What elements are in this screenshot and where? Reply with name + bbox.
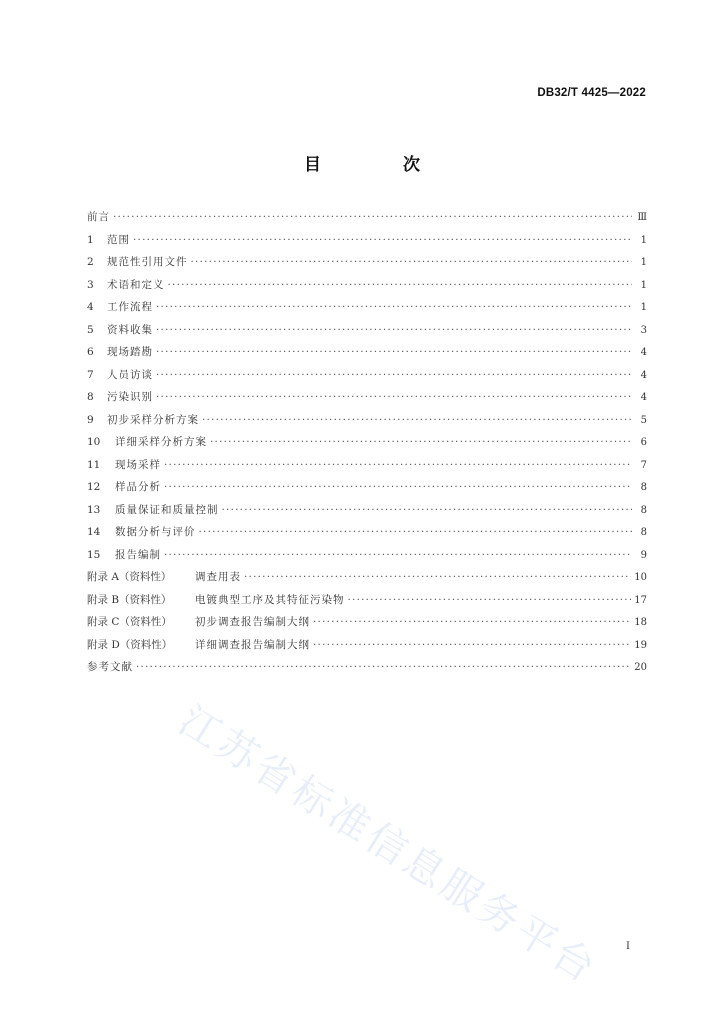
toc-entry[interactable] bbox=[87, 251, 647, 274]
toc-entry-label: 初步调查报告编制大纲 bbox=[195, 616, 310, 628]
toc-entry-number: 附录 C（资料性） bbox=[87, 616, 172, 628]
toc-dot-leader bbox=[156, 386, 632, 409]
toc-entry-label: 参考文献 bbox=[87, 661, 133, 673]
toc-entry-label: 详细调查报告编制大纲 bbox=[195, 638, 310, 651]
toc-dot-leader bbox=[210, 431, 632, 454]
toc-entry[interactable] bbox=[87, 521, 647, 544]
toc-entry[interactable] bbox=[87, 364, 647, 387]
toc-entry-label: 资料收集 bbox=[107, 323, 153, 336]
toc-entry-number: 7 bbox=[87, 368, 94, 381]
toc-entry-page: 5 bbox=[640, 414, 647, 426]
toc-entry-label: 现场采样 bbox=[115, 458, 161, 471]
watermark-text: 江苏省标准信息服务平台 bbox=[170, 697, 606, 994]
toc-entry-number: 6 bbox=[87, 346, 94, 358]
toc-entry[interactable] bbox=[87, 386, 647, 409]
toc-entry-number: 2 bbox=[87, 256, 94, 268]
toc-entry-number: 13 bbox=[87, 503, 101, 516]
toc-entry[interactable] bbox=[87, 206, 647, 229]
toc-dot-leader bbox=[156, 364, 632, 387]
toc-entry-number: 附录 D（资料性） bbox=[87, 638, 173, 651]
toc-entry-page: 18 bbox=[634, 617, 647, 628]
toc-entry-page: 4 bbox=[640, 347, 647, 358]
standard-code: DB32/T 4425—2022 bbox=[537, 87, 646, 99]
toc-entry-label: 规范性引用文件 bbox=[107, 256, 188, 268]
toc-entry[interactable] bbox=[87, 409, 647, 432]
toc-entry-label: 电镀典型工序及其特征污染物 bbox=[195, 593, 345, 606]
toc-entry-page: 20 bbox=[634, 662, 647, 673]
toc-dot-leader bbox=[156, 341, 632, 364]
toc-entry-label: 人员访谈 bbox=[107, 368, 153, 381]
toc-entry-page: 3 bbox=[640, 324, 647, 336]
toc-entry-page: 9 bbox=[640, 549, 647, 561]
toc-entry-number: 9 bbox=[87, 413, 94, 426]
page-title: 目 次 bbox=[304, 155, 458, 175]
page-number: I bbox=[626, 941, 630, 952]
toc-entry-label: 初步采样分析方案 bbox=[107, 413, 199, 426]
toc-dot-leader bbox=[244, 566, 631, 589]
toc-entry-page: 10 bbox=[634, 572, 647, 583]
toc-dot-leader bbox=[164, 544, 632, 567]
toc-entry[interactable] bbox=[87, 431, 647, 454]
toc-entry[interactable] bbox=[87, 566, 647, 589]
toc-dot-leader bbox=[313, 634, 631, 657]
toc-dot-leader bbox=[136, 656, 631, 679]
toc-dot-leader bbox=[168, 274, 633, 297]
toc-entry-label: 调查用表 bbox=[195, 571, 241, 583]
toc-entry[interactable] bbox=[87, 589, 647, 612]
toc-entry-label: 报告编制 bbox=[115, 548, 161, 561]
toc-dot-leader bbox=[164, 454, 632, 477]
toc-entry-number: 5 bbox=[87, 323, 94, 336]
toc-entry[interactable] bbox=[87, 611, 647, 634]
toc-entry-number: 附录 A（资料性） bbox=[87, 571, 172, 583]
toc-entry[interactable] bbox=[87, 274, 647, 297]
toc-entry-number: 3 bbox=[87, 278, 94, 291]
toc-dot-leader bbox=[113, 206, 632, 229]
toc-entry-page: 1 bbox=[640, 302, 647, 313]
toc-entry-number: 15 bbox=[87, 548, 101, 561]
toc-entry-page: 8 bbox=[640, 504, 647, 516]
toc-entry-number: 12 bbox=[87, 481, 101, 493]
toc-entry-number: 11 bbox=[87, 458, 101, 471]
toc-entry-number: 1 bbox=[87, 233, 94, 246]
toc-dot-leader bbox=[156, 296, 632, 319]
toc-dot-leader bbox=[222, 499, 633, 522]
toc-entry[interactable] bbox=[87, 454, 647, 477]
toc-dot-leader bbox=[313, 611, 631, 634]
toc-entry-label: 现场踏勘 bbox=[107, 346, 153, 358]
toc-entry-page: 8 bbox=[640, 482, 647, 493]
toc-entry-page: 4 bbox=[640, 392, 647, 403]
toc-entry[interactable] bbox=[87, 634, 647, 657]
toc-dot-leader bbox=[191, 251, 633, 274]
toc-dot-leader bbox=[348, 589, 632, 612]
toc-entry-page: 17 bbox=[634, 594, 647, 606]
toc-entry-page: Ⅲ bbox=[637, 212, 647, 223]
toc-entry-number: 14 bbox=[87, 526, 101, 538]
toc-entry-label: 工作流程 bbox=[107, 301, 153, 313]
toc-entry-label: 术语和定义 bbox=[107, 278, 165, 291]
toc-entry-page: 1 bbox=[640, 257, 647, 268]
toc-entry[interactable] bbox=[87, 341, 647, 364]
table-of-contents bbox=[87, 206, 647, 679]
toc-entry-label: 质量保证和质量控制 bbox=[115, 503, 219, 516]
toc-entry-page: 8 bbox=[640, 527, 647, 538]
toc-entry[interactable] bbox=[87, 656, 647, 679]
toc-entry-label: 样品分析 bbox=[115, 481, 161, 493]
toc-dot-leader bbox=[164, 476, 632, 499]
toc-entry-label: 范围 bbox=[107, 233, 130, 246]
toc-dot-leader bbox=[133, 229, 632, 252]
toc-entry-label: 污染识别 bbox=[107, 391, 153, 403]
toc-dot-leader bbox=[202, 409, 632, 432]
toc-dot-leader bbox=[156, 319, 632, 342]
toc-entry-number: 4 bbox=[87, 301, 94, 313]
toc-entry-label: 数据分析与评价 bbox=[115, 526, 196, 538]
toc-entry-number: 8 bbox=[87, 391, 94, 403]
toc-entry-label: 详细采样分析方案 bbox=[115, 436, 207, 448]
toc-entry-number: 附录 B（资料性） bbox=[87, 593, 172, 606]
toc-dot-leader bbox=[199, 521, 633, 544]
toc-entry-page: 7 bbox=[640, 459, 647, 471]
toc-entry-page: 1 bbox=[640, 234, 647, 246]
toc-entry[interactable] bbox=[87, 499, 647, 522]
toc-entry[interactable] bbox=[87, 229, 647, 252]
toc-entry[interactable] bbox=[87, 544, 647, 567]
toc-entry-number: 10 bbox=[87, 436, 101, 448]
toc-entry-page: 6 bbox=[640, 437, 647, 448]
toc-entry-page: 19 bbox=[634, 639, 647, 651]
toc-entry[interactable] bbox=[87, 296, 647, 319]
toc-entry[interactable] bbox=[87, 476, 647, 499]
toc-entry-page: 1 bbox=[640, 279, 647, 291]
toc-entry-page: 4 bbox=[640, 369, 647, 381]
toc-entry[interactable] bbox=[87, 319, 647, 342]
toc-entry-label: 前言 bbox=[87, 211, 110, 223]
